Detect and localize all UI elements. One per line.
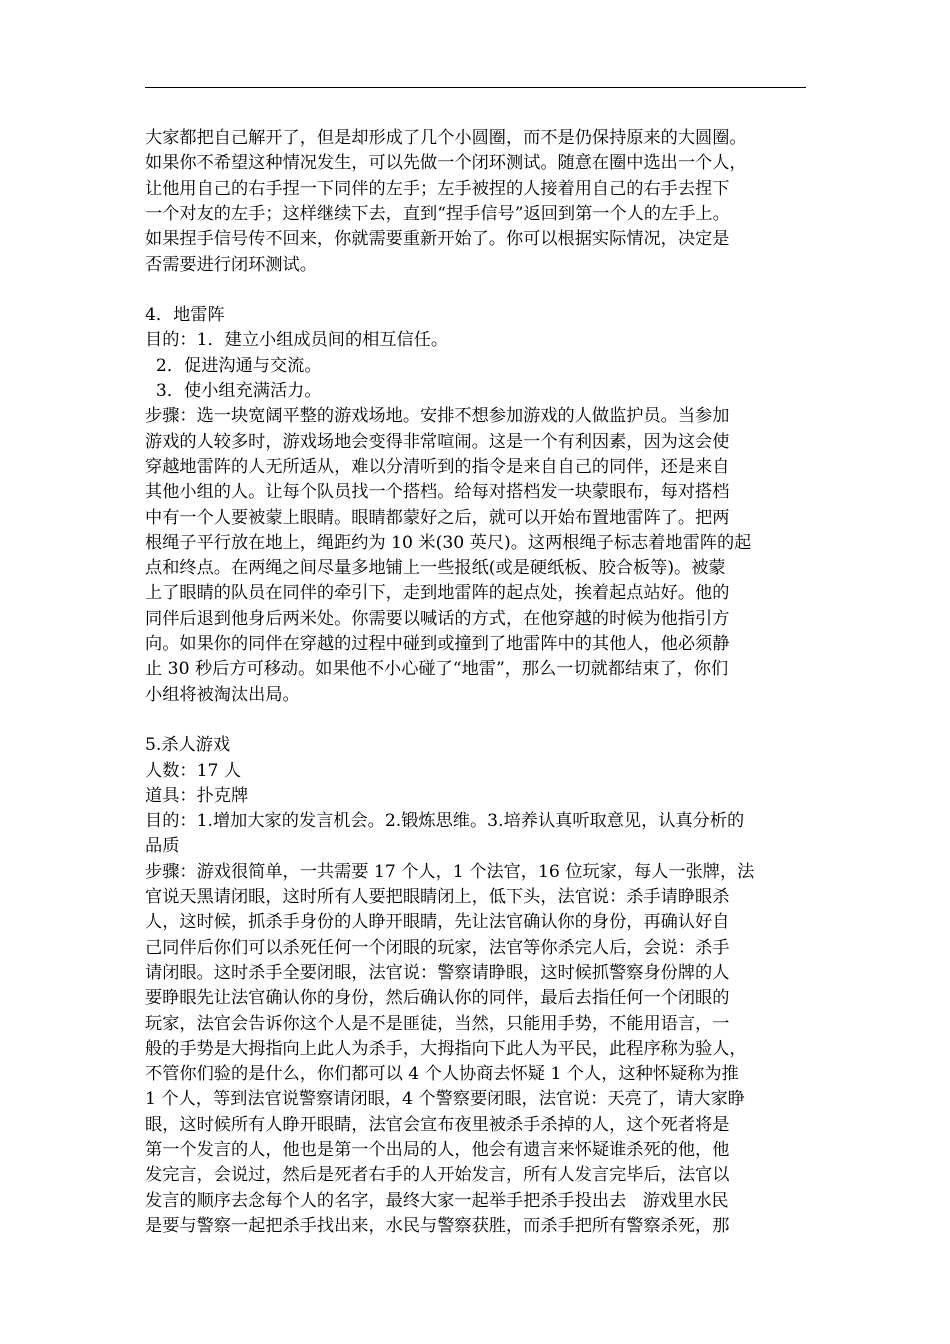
- text-line: 请闭眼。这时杀手全要闭眼，法官说：警察请睁眼，这时候抓警察身份牌的人: [145, 962, 730, 983]
- text-line: 道具：扑克牌: [145, 785, 249, 806]
- text-line: 目的：1．建立小组成员间的相互信任。: [145, 330, 449, 351]
- text-line: 向。如果你的同伴在穿越的过程中碰到或撞到了地雷阵中的其他人，他必须静: [145, 634, 730, 654]
- text-line: 大家都把自己解开了，但是却形成了几个小圆圈，而不是仍保持原来的大圆圈。: [145, 128, 747, 148]
- text-line: 是要与警察一起把杀手找出来，水民与警察获胜，而杀手把所有警察杀死，那: [145, 1215, 730, 1236]
- text-line: 发完言，会说过，然后是死者右手的人开始发言，所有人发言完毕后，法官以: [145, 1165, 730, 1186]
- text-line: 如果捏手信号传不回来，你就需要重新开始了。你可以根据实际情况，决定是: [145, 229, 730, 250]
- text-line: 否需要进行闭环测试。: [145, 254, 317, 275]
- text-line: 穿越地雷阵的人无所适从，难以分清听到的指令是来自自己的同伴，还是来自: [145, 456, 730, 477]
- text-line: 人，这时候，抓杀手身份的人睁开眼睛，先让法官确认你的身份，再确认好自: [145, 912, 730, 933]
- text-line: 人数：17 人: [145, 760, 242, 781]
- text-line: 目的：1.增加大家的发言机会。2.锻炼思维。3.培养认真听取意见，认真分析的: [145, 811, 745, 832]
- text-line: 根绳子平行放在地上，绳距约为 10 米(30 英尺)。这两根绳子标志着地雷阵的起: [145, 532, 752, 553]
- text-line: 上了眼睛的队员在同伴的牵引下，走到地雷阵的起点处，挨着起点站好。他的: [145, 583, 730, 604]
- text-line: 要睁眼先让法官确认你的身份，然后确认你的同伴，最后去指任何一个闭眼的: [145, 988, 730, 1009]
- text-line: 其他小组的人。让每个队员找一个搭档。给每对搭档发一块蒙眼布，每对搭档: [145, 482, 730, 503]
- text-line: 4．地雷阵: [145, 305, 225, 326]
- text-line: 同伴后退到他身后两米处。你需要以喊话的方式，在他穿越的时候为他指引方: [145, 608, 730, 629]
- text-line: 止 30 秒后方可移动。如果他不小心碰了“地雷”，那么一切就都结束了，你们: [145, 659, 729, 680]
- text-line: 玩家，法官会告诉你这个人是不是匪徒，当然，只能用手势，不能用语言，一: [145, 1013, 730, 1034]
- text-line: 点和终点。在两绳之间尽量多地铺上一些报纸(或是硬纸板、胶合板等)。被蒙: [145, 558, 726, 579]
- text-line: 中有一个人要被蒙上眼睛。眼睛都蒙好之后，就可以开始布置地雷阵了。把两: [145, 507, 730, 528]
- text-line: 游戏的人较多时，游戏场地会变得非常喧闹。这是一个有利因素，因为这会使: [145, 431, 730, 452]
- text-line: 发言的顺序去念每个人的名字，最终大家一起举手把杀手投出去 游戏里水民: [145, 1190, 729, 1211]
- text-line: 官说天黑请闭眼，这时所有人要把眼睛闭上，低下头，法官说：杀手请睁眼杀: [145, 887, 730, 907]
- text-line: 小组将被淘汰出局。: [145, 684, 300, 705]
- text-line: 1 个人，等到法官说警察请闭眼，4 个警察要闭眼，法官说：天亮了，请大家睁: [145, 1089, 745, 1110]
- text-line: 品质: [145, 836, 180, 857]
- text-line: 步骤：选一块宽阔平整的游戏场地。安排不想参加游戏的人做监护员。当参加: [145, 406, 730, 427]
- header-rule: [145, 87, 806, 88]
- text-line: 己同伴后你们可以杀死任何一个闭眼的玩家，法官等你杀完人后，会说：杀手: [145, 937, 730, 958]
- text-line: 一个对友的左手；这样继续下去，直到“捏手信号”返回到第一个人的左手上。: [145, 203, 730, 224]
- text-line: 步骤：游戏很简单，一共需要 17 个人，1 个法官，16 位玩家，每人一张牌，法: [145, 861, 755, 882]
- text-line: 2．促进沟通与交流。: [145, 355, 322, 376]
- text-line: 不管你们验的是什么，你们都可以 4 个人协商去怀疑 1 个人，这种怀疑称为推: [145, 1064, 739, 1085]
- text-line: 3．使小组充满活力。: [145, 381, 322, 401]
- text-line: 如果你不希望这种情况发生，可以先做一个闭环测试。随意在圈中选出一个人，: [145, 153, 747, 174]
- text-line: 5.杀人游戏: [145, 735, 231, 756]
- text-line: 眼，这时候所有人睁开眼睛，法官会宣布夜里被杀手杀掉的人，这个死者将是: [145, 1114, 730, 1135]
- text-line: 第一个发言的人，他也是第一个出局的人，他会有遗言来怀疑谁杀死的他，他: [145, 1140, 730, 1160]
- text-line: 让他用自己的右手捏一下同伴的左手；左手被捏的人接着用自己的右手去捏下: [145, 178, 730, 199]
- text-line: 般的手势是大拇指向上此人为杀手，大拇指向下此人为平民，此程序称为验人，: [145, 1038, 747, 1059]
